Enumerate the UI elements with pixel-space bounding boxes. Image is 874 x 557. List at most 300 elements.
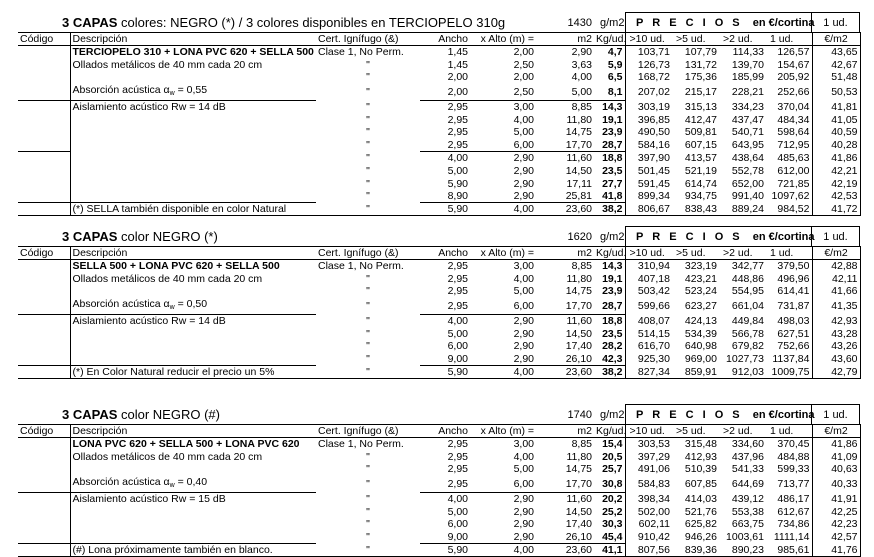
cell-eur-m2: 40,28 bbox=[812, 139, 860, 152]
cell-price-2: 889,24 bbox=[719, 203, 766, 216]
cell-m2: 14,50 bbox=[565, 164, 592, 177]
cell-kg: 18,8 bbox=[594, 314, 625, 327]
cell-price-2: 912,03 bbox=[719, 366, 766, 379]
cell-codigo bbox=[18, 366, 70, 379]
precios-label bbox=[625, 226, 815, 246]
cell-codigo bbox=[18, 450, 70, 463]
cell-price-1: 713,77 bbox=[777, 478, 810, 491]
cell-kg: 23,5 bbox=[602, 327, 623, 340]
cell-descripcion bbox=[70, 476, 316, 493]
header-eur-m2: €/m2 bbox=[812, 425, 860, 438]
cell-eur-m2: 43,65 bbox=[812, 46, 860, 59]
description-text: TERCIOPELO 310 + LONA PVC 620 + SELLA 500 bbox=[72, 46, 314, 59]
header-price-2: >2 ud. bbox=[719, 33, 766, 46]
one-unit-label: 1 ud. bbox=[812, 404, 860, 424]
cell-eur-m2: 41,09 bbox=[812, 450, 860, 463]
table-row bbox=[18, 518, 860, 531]
cell-codigo bbox=[18, 463, 70, 476]
cell-eur-m2: 41,35 bbox=[812, 298, 860, 315]
cell-eur-m2: 42,93 bbox=[812, 314, 860, 327]
table-row bbox=[18, 58, 860, 71]
table-row bbox=[18, 272, 860, 285]
cell-cert: " bbox=[366, 126, 370, 139]
cell-price-10: 827,34 bbox=[625, 366, 672, 379]
cell-price-5: 614,74 bbox=[684, 177, 717, 190]
cell-kg: 23,9 bbox=[602, 126, 623, 139]
cell-ancho: 5,90 bbox=[420, 366, 470, 379]
table-row bbox=[18, 531, 860, 544]
cell-ancho: 4,00 bbox=[420, 152, 470, 165]
cell-alto: 3,00 bbox=[513, 438, 534, 451]
cell-price-5: 413,57 bbox=[684, 151, 717, 164]
cell-eur-m2: 43,28 bbox=[812, 327, 860, 340]
cell-price-1: 598,64 bbox=[777, 126, 810, 139]
cell-price-2: 644,69 bbox=[731, 478, 764, 491]
cell-price-2: 541,33 bbox=[731, 463, 764, 476]
cell-price-2: 437,47 bbox=[731, 113, 764, 126]
cell-price-2: 334,60 bbox=[731, 438, 764, 451]
header-price-5: >5 ud. bbox=[672, 247, 719, 260]
cell-cert: " bbox=[366, 100, 370, 113]
cell-cert: " bbox=[366, 58, 370, 71]
section-weight: 1430 bbox=[567, 17, 592, 29]
cell-price-10: 599,66 bbox=[625, 298, 672, 315]
cell-cert: Clase 1, No Perm. bbox=[318, 260, 404, 273]
section-weight-unit: g/m2 bbox=[600, 231, 625, 243]
cell-ancho: 5,90 bbox=[447, 177, 468, 190]
cell-eur-m2: 42,21 bbox=[812, 164, 860, 177]
cell-price-1: 721,85 bbox=[777, 177, 810, 190]
section-header bbox=[18, 404, 860, 424]
cell-m2: 23,60 bbox=[536, 544, 594, 557]
cell-price-10: 303,19 bbox=[625, 100, 672, 113]
cell-ancho: 8,90 bbox=[447, 190, 468, 203]
cell-cert: " bbox=[366, 71, 370, 84]
cell-price-5: 107,79 bbox=[684, 46, 717, 59]
cell-ancho: 2,00 bbox=[447, 71, 468, 84]
cell-ancho: 9,00 bbox=[447, 530, 468, 543]
header-codigo: Código bbox=[18, 247, 70, 260]
section-weight: 1620 bbox=[567, 231, 592, 243]
description-text: Aislamiento acústico Rw = 14 dB bbox=[72, 101, 226, 114]
header-price-2: >2 ud. bbox=[719, 247, 766, 260]
cell-alto: 4,00 bbox=[470, 366, 536, 379]
cell-price-5: 412,93 bbox=[684, 450, 717, 463]
header-kg: Kg/ud. bbox=[596, 425, 627, 437]
table-row bbox=[18, 203, 860, 216]
cell-codigo bbox=[18, 46, 70, 59]
cell-price-2: 643,95 bbox=[731, 139, 764, 152]
cell-m2: 11,80 bbox=[566, 272, 592, 285]
cell-kg: 41,1 bbox=[594, 544, 625, 557]
cell-alto: 4,00 bbox=[513, 450, 534, 463]
cell-alto: 2,90 bbox=[513, 327, 534, 340]
cell-cert: Clase 1, No Perm. bbox=[318, 46, 404, 59]
cell-price-2: 139,70 bbox=[731, 58, 764, 71]
cell-kg: 38,2 bbox=[594, 366, 625, 379]
cell-ancho: 1,45 bbox=[447, 58, 468, 71]
header-kg: Kg/ud. bbox=[596, 33, 627, 45]
precios-unit: en €/cortina bbox=[752, 17, 815, 29]
table-row bbox=[18, 46, 860, 59]
header-ancho: Ancho bbox=[420, 425, 470, 438]
cell-cert: " bbox=[366, 272, 370, 285]
cell-ancho: 2,95 bbox=[447, 285, 468, 298]
cell-eur-m2: 40,59 bbox=[812, 126, 860, 139]
cell-ancho: 5,00 bbox=[447, 164, 468, 177]
cell-eur-m2: 43,60 bbox=[812, 353, 860, 366]
cell-price-5: 934,75 bbox=[684, 190, 717, 203]
cell-price-10: 584,16 bbox=[625, 139, 672, 152]
cell-price-10: 303,53 bbox=[625, 438, 672, 451]
cell-descripcion bbox=[70, 84, 316, 101]
cell-price-5: 131,72 bbox=[684, 58, 717, 71]
cell-price-10: 491,06 bbox=[625, 463, 672, 476]
cell-cert: " bbox=[316, 366, 420, 379]
cell-m2: 14,75 bbox=[565, 285, 592, 298]
cell-descripcion bbox=[70, 152, 316, 165]
table-row bbox=[18, 353, 860, 366]
cell-price-5: 315,48 bbox=[684, 438, 717, 451]
price-table bbox=[18, 32, 861, 216]
cell-price-5: 839,36 bbox=[672, 544, 719, 557]
cell-kg: 25,7 bbox=[602, 463, 623, 476]
cell-m2: 17,40 bbox=[565, 518, 592, 531]
cell-eur-m2: 41,66 bbox=[812, 285, 860, 298]
cell-kg: 23,5 bbox=[602, 164, 623, 177]
table-row bbox=[18, 190, 860, 203]
cell-price-2: 552,78 bbox=[731, 164, 764, 177]
cell-eur-m2: 42,57 bbox=[812, 531, 860, 544]
cell-price-10: 126,73 bbox=[625, 58, 672, 71]
cell-m2: 14,50 bbox=[565, 505, 592, 518]
cell-price-5: 412,47 bbox=[684, 113, 717, 126]
header-m2: m2 bbox=[536, 425, 594, 438]
cell-codigo bbox=[18, 164, 70, 177]
cell-codigo bbox=[18, 505, 70, 518]
cell-descripcion bbox=[70, 438, 316, 451]
cell-descripcion bbox=[70, 492, 316, 505]
cell-price-2: 566,78 bbox=[731, 327, 764, 340]
section-title bbox=[62, 407, 220, 422]
cell-price-10: 503,42 bbox=[625, 285, 672, 298]
cell-kg: 20,5 bbox=[602, 450, 623, 463]
table-row bbox=[18, 260, 860, 273]
cell-eur-m2: 41,91 bbox=[812, 492, 860, 505]
cell-kg: 4,7 bbox=[607, 46, 623, 59]
cell-price-10: 398,34 bbox=[625, 492, 672, 505]
cell-codigo bbox=[18, 139, 70, 152]
cell-price-1: 379,50 bbox=[777, 260, 810, 273]
cell-descripcion bbox=[70, 126, 316, 139]
cell-alto: 2,90 bbox=[513, 518, 534, 531]
cell-price-10: 310,94 bbox=[625, 260, 672, 273]
cell-price-1: 1111,14 bbox=[773, 531, 810, 544]
cell-codigo bbox=[18, 272, 70, 285]
section-header bbox=[18, 226, 860, 246]
cell-price-1: 1009,75 bbox=[766, 366, 812, 379]
cell-ancho: 1,45 bbox=[447, 46, 468, 59]
cell-price-5: 640,98 bbox=[684, 340, 717, 353]
cell-price-2: 991,40 bbox=[731, 190, 764, 203]
cell-eur-m2: 41,76 bbox=[812, 544, 860, 557]
cell-m2: 26,10 bbox=[565, 352, 592, 365]
cell-eur-m2: 42,11 bbox=[812, 272, 860, 285]
cell-price-2: 342,77 bbox=[731, 260, 764, 273]
header-ancho: Ancho bbox=[420, 247, 470, 260]
cell-ancho: 2,95 bbox=[447, 299, 468, 312]
cell-cert: " bbox=[366, 177, 370, 190]
cell-price-2: 553,38 bbox=[731, 505, 764, 518]
cell-price-2: 1027,73 bbox=[726, 353, 764, 366]
cell-price-2: 449,84 bbox=[731, 314, 764, 327]
cell-eur-m2: 51,48 bbox=[812, 71, 860, 84]
header-codigo: Código bbox=[18, 33, 70, 46]
cell-m2: 17,70 bbox=[565, 138, 592, 151]
table-row bbox=[18, 505, 860, 518]
cell-price-2: 679,82 bbox=[731, 340, 764, 353]
table-row bbox=[18, 298, 860, 315]
description-text: Absorción acústica α bbox=[72, 475, 170, 488]
cell-codigo bbox=[18, 113, 70, 126]
header-eur-m2: €/m2 bbox=[812, 33, 860, 46]
cell-price-5: 838,43 bbox=[672, 203, 719, 216]
cell-ancho: 2,95 bbox=[447, 260, 468, 273]
cell-price-1: 712,95 bbox=[777, 139, 810, 152]
cell-codigo bbox=[18, 203, 70, 216]
cell-kg: 27,7 bbox=[602, 177, 623, 190]
cell-price-10: 602,11 bbox=[625, 518, 672, 531]
cell-m2: 17,70 bbox=[565, 477, 592, 490]
table-row bbox=[18, 314, 860, 327]
cell-alto: 5,00 bbox=[513, 285, 534, 298]
cell-kg: 23,9 bbox=[602, 285, 623, 298]
cell-price-5: 521,19 bbox=[684, 164, 717, 177]
table-row bbox=[18, 177, 860, 190]
cell-ancho: 2,95 bbox=[447, 477, 468, 490]
cell-cert: " bbox=[366, 518, 370, 531]
cell-cert: " bbox=[366, 450, 370, 463]
cell-codigo bbox=[18, 353, 70, 366]
cell-ancho: 2,00 bbox=[447, 85, 468, 98]
price-section bbox=[18, 12, 860, 216]
cell-m2: 5,00 bbox=[571, 85, 592, 98]
cell-cert: " bbox=[366, 86, 370, 99]
cell-codigo bbox=[18, 177, 70, 190]
cell-eur-m2: 41,86 bbox=[812, 438, 860, 451]
cell-cert: " bbox=[366, 478, 370, 491]
cell-price-10: 807,56 bbox=[625, 544, 672, 557]
header-eur-m2: €/m2 bbox=[812, 247, 860, 260]
table-row bbox=[18, 84, 860, 101]
cell-descripcion bbox=[70, 298, 316, 315]
one-unit-label: 1 ud. bbox=[812, 12, 860, 32]
precios-label bbox=[625, 404, 815, 424]
cell-price-2: 652,00 bbox=[731, 177, 764, 190]
cell-price-1: 612,67 bbox=[777, 505, 810, 518]
cell-eur-m2: 42,53 bbox=[812, 190, 860, 203]
header-price-10: >10 ud. bbox=[625, 33, 672, 46]
cell-descripcion bbox=[70, 113, 316, 126]
cell-m2: 14,50 bbox=[565, 327, 592, 340]
cell-price-2: 661,04 bbox=[731, 300, 764, 313]
cell-cert: " bbox=[366, 492, 370, 505]
cell-cert: " bbox=[366, 340, 370, 353]
table-row bbox=[18, 152, 860, 165]
cell-price-1: 205,92 bbox=[777, 71, 810, 84]
cell-m2: 11,80 bbox=[566, 113, 592, 126]
price-table bbox=[18, 246, 861, 379]
cell-m2: 8,85 bbox=[536, 100, 594, 113]
cell-descripcion bbox=[70, 314, 316, 327]
cell-codigo bbox=[18, 100, 70, 113]
description-subscript: w bbox=[169, 303, 175, 311]
cell-cert: " bbox=[366, 314, 370, 327]
cell-price-10: 408,07 bbox=[625, 314, 672, 327]
description-text: LONA PVC 620 + SELLA 500 + LONA PVC 620 bbox=[72, 438, 300, 451]
cell-alto: 5,00 bbox=[513, 126, 534, 139]
table-row bbox=[18, 544, 860, 557]
cell-price-5: 523,24 bbox=[684, 285, 717, 298]
cell-price-5: 215,17 bbox=[684, 86, 717, 99]
cell-alto: 2,90 bbox=[470, 152, 536, 165]
cell-price-5: 323,19 bbox=[684, 260, 717, 273]
cell-codigo bbox=[18, 126, 70, 139]
cell-price-2: 540,71 bbox=[731, 126, 764, 139]
section-title bbox=[62, 15, 505, 30]
cell-price-2: 228,21 bbox=[731, 86, 764, 99]
cell-kg: 15,4 bbox=[602, 438, 623, 451]
cell-price-2: 439,12 bbox=[731, 492, 764, 505]
cell-eur-m2: 43,26 bbox=[812, 340, 860, 353]
cell-descripcion bbox=[70, 285, 316, 298]
cell-alto: 3,00 bbox=[470, 100, 536, 113]
cell-price-10: 501,45 bbox=[625, 164, 672, 177]
section-title-bold: 3 CAPAS bbox=[62, 229, 118, 244]
description-text: Ollados metálicos de 40 mm cada 20 cm bbox=[72, 58, 263, 71]
cell-codigo bbox=[18, 518, 70, 531]
cell-m2: 4,00 bbox=[571, 71, 592, 84]
description-text: Aislamiento acústico Rw = 14 dB bbox=[72, 315, 226, 328]
cell-kg: 18,8 bbox=[594, 152, 625, 165]
cell-price-1: 627,51 bbox=[777, 327, 810, 340]
cell-codigo bbox=[18, 190, 70, 203]
column-header-row bbox=[18, 425, 860, 438]
cell-price-5: 315,13 bbox=[684, 100, 717, 113]
cell-m2: 17,40 bbox=[565, 340, 592, 353]
cell-ancho: 2,95 bbox=[447, 463, 468, 476]
cell-price-2: 438,64 bbox=[731, 151, 764, 164]
cell-descripcion bbox=[70, 327, 316, 340]
table-row bbox=[18, 285, 860, 298]
cell-price-5: 625,82 bbox=[684, 518, 717, 531]
cell-price-10: 806,67 bbox=[625, 203, 672, 216]
cell-alto: 2,90 bbox=[513, 177, 534, 190]
cell-descripcion bbox=[70, 518, 316, 531]
description-text: Ollados metálicos de 40 mm cada 20 cm bbox=[72, 450, 263, 463]
precios-title: P R E C I O S bbox=[636, 409, 743, 421]
cell-price-2: 185,99 bbox=[731, 71, 764, 84]
header-descripcion: Descripción bbox=[70, 425, 316, 438]
cell-price-1: 731,87 bbox=[777, 300, 810, 313]
header-kg: Kg/ud. bbox=[596, 247, 627, 259]
column-header-row bbox=[18, 247, 860, 260]
cell-price-1: 370,45 bbox=[777, 438, 810, 451]
precios-label bbox=[625, 12, 815, 32]
cell-kg: 30,8 bbox=[602, 477, 623, 490]
description-text: SELLA 500 + LONA PVC 620 + SELLA 500 bbox=[72, 260, 280, 273]
cell-cert: " bbox=[366, 190, 370, 203]
cell-eur-m2: 50,53 bbox=[812, 84, 860, 101]
cell-alto: 2,50 bbox=[513, 85, 534, 98]
header-price-1: 1 ud. bbox=[766, 33, 812, 46]
cell-descripcion bbox=[70, 450, 316, 463]
cell-m2: 3,63 bbox=[571, 58, 592, 71]
cell-kg: 45,4 bbox=[602, 530, 623, 543]
description-text-after: = 0,40 bbox=[174, 475, 208, 488]
cell-descripcion bbox=[70, 505, 316, 518]
cell-kg: 28,2 bbox=[602, 340, 623, 353]
cell-price-1: 1097,62 bbox=[771, 190, 810, 203]
cell-kg: 19,1 bbox=[602, 113, 623, 126]
table-row bbox=[18, 476, 860, 493]
header-ancho: Ancho bbox=[420, 33, 470, 46]
cell-alto: 4,00 bbox=[470, 203, 536, 216]
cell-kg: 28,7 bbox=[602, 299, 623, 312]
header-descripcion: Descripción bbox=[70, 247, 316, 260]
cell-cert: " bbox=[366, 285, 370, 298]
cell-price-5: 414,03 bbox=[684, 492, 717, 505]
cell-price-10: 910,42 bbox=[625, 531, 672, 544]
cell-cert: " bbox=[366, 505, 370, 518]
cell-descripcion bbox=[70, 164, 316, 177]
cell-cert: " bbox=[366, 300, 370, 313]
cell-m2: 11,60 bbox=[536, 492, 594, 505]
section-weight: 1740 bbox=[567, 409, 592, 421]
cell-price-5: 510,39 bbox=[684, 463, 717, 476]
cell-descripcion bbox=[70, 366, 316, 379]
cell-ancho: 5,00 bbox=[447, 505, 468, 518]
cell-price-10: 396,85 bbox=[625, 113, 672, 126]
cell-alto: 2,90 bbox=[513, 352, 534, 365]
cell-m2: 23,60 bbox=[536, 366, 594, 379]
cell-m2: 17,70 bbox=[565, 299, 592, 312]
cell-codigo bbox=[18, 340, 70, 353]
cell-cert: " bbox=[366, 151, 370, 164]
cell-codigo bbox=[18, 438, 70, 451]
cell-price-5: 607,85 bbox=[684, 478, 717, 491]
cell-ancho: 9,00 bbox=[447, 352, 468, 365]
cell-ancho: 5,90 bbox=[420, 203, 470, 216]
cell-price-5: 859,91 bbox=[672, 366, 719, 379]
cell-price-5: 534,39 bbox=[684, 327, 717, 340]
cell-cert: " bbox=[366, 113, 370, 126]
header-price-5: >5 ud. bbox=[672, 425, 719, 438]
cell-price-2: 114,33 bbox=[732, 46, 764, 59]
cell-price-10: 397,29 bbox=[625, 450, 672, 463]
cell-price-2: 890,23 bbox=[719, 544, 766, 557]
cell-price-5: 175,36 bbox=[684, 71, 717, 84]
cell-descripcion bbox=[70, 203, 316, 216]
cell-cert: " bbox=[366, 463, 370, 476]
cell-cert: " bbox=[366, 327, 370, 340]
section-title-bold: 3 CAPAS bbox=[62, 15, 118, 30]
table-row bbox=[18, 100, 860, 113]
header-cert: Cert. Ignífugo (&) bbox=[316, 247, 420, 260]
cell-codigo bbox=[18, 71, 70, 84]
description-text: (*) En Color Natural reducir el precio un 5% bbox=[72, 366, 275, 379]
header-price-10: >10 ud. bbox=[625, 425, 672, 438]
